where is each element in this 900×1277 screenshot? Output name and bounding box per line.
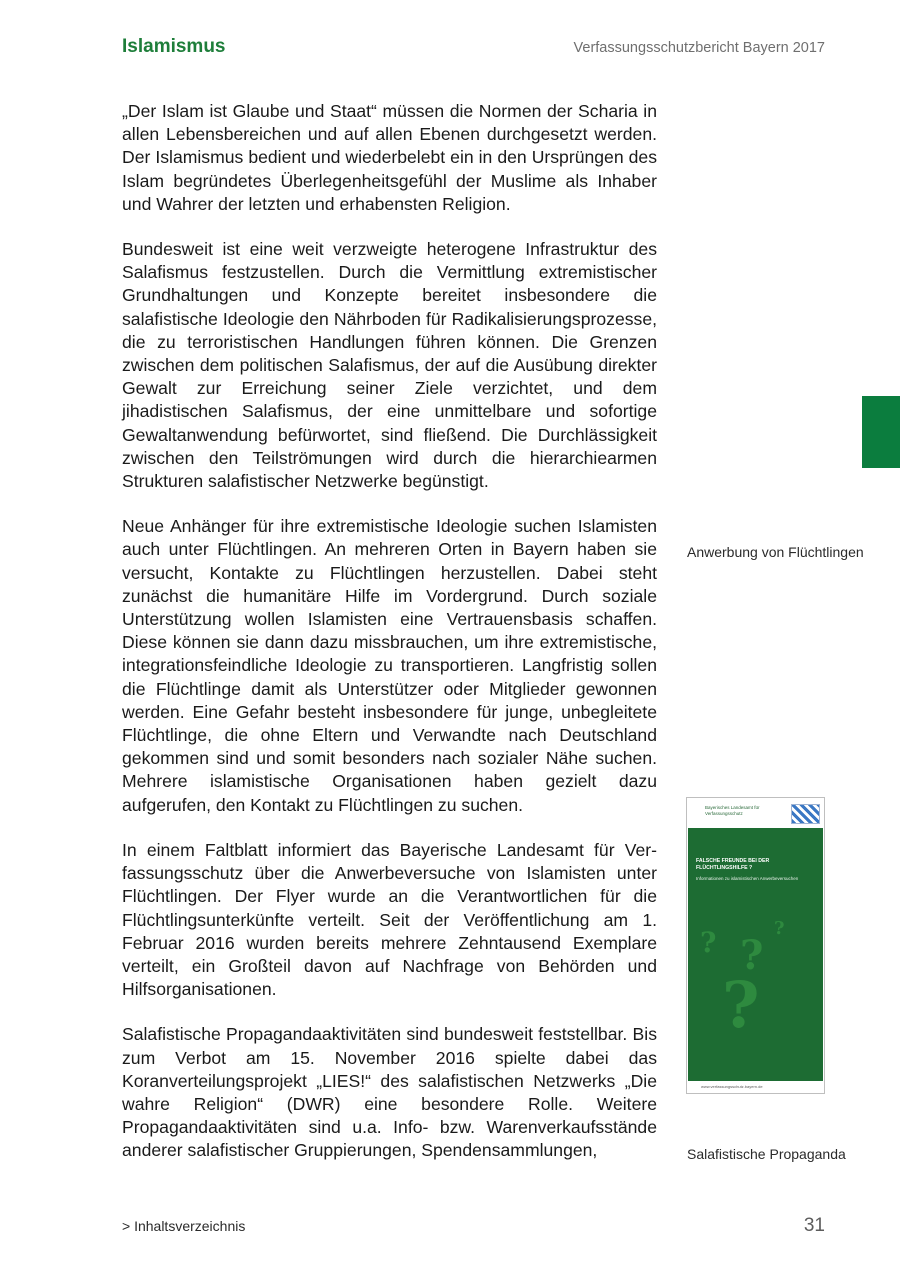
- page-number: 31: [803, 1215, 825, 1236]
- paragraph-2: Bundesweit ist eine weit verzweigte heterogene Infrastruktur des Salafismus festzustellen. Durch die Vermittlung extremistischer Grundhaltungen und Konzepte bereitet insbesondere die salafistische Ideologie den Nährboden für Radikalisierungsprozesse, die zu terroristischen Handlungen führen können. Die Grenzen zwischen dem politischen Salafismus, der auf die Ausübung direkter Gewalt zur Erreichung seiner Ziele verzichtet, und dem jihadistischen Salafismus, der eine unmittelbare und sofortige Gewaltanwendung befürwortet, sind fließend. Die Durchlässigkeit zwischen den Teilströmungen wird durch die hierarchiearmen Strukturen salafistischer Netzwerke begünstigt.: [122, 239, 657, 492]
- flyer-green-panel: [688, 828, 823, 1081]
- paragraph-3: Neue Anhänger für ihre extremistische Ideologie suchen Islamisten auch unter Flüchtlingen. An mehreren Orten in Bayern haben sie versucht, Kontakte zu Flüchtlingen herzustellen. Dabei steht zunächst die humanitäre Hilfe im Vordergrund. Durch soziale Unterstützung wollen Islamisten eine Vertrauensbasis schaffen. Diese können sie dann dazu missbrauchen, um ihre extremistische, integrationsfeindliche Ideologie zu transportieren. Langfristig sollen die Flüchtlinge damit als Unterstützer oder Mitglieder gewonnen werden. Eine Gefahr besteht insbesondere für junge, unbegleitete Flüchtlinge, die ohne Eltern und Verwandte nach Deutschland gekommen sind und somit besonders nach sozialer Nähe suchen. Mehrere islamistische Organisationen haben gezielt dazu aufgerufen, den Kontakt zu Flüchtlingen zu suchen.: [122, 516, 657, 815]
- flyer-footer-text: www.verfassungsschutz.bayern.de: [701, 1084, 763, 1089]
- chapter-tab-marker: [862, 396, 900, 468]
- flyer-image: [686, 797, 825, 1094]
- flyer-header-band: [687, 798, 824, 828]
- margin-note-propaganda: Salafistische Propaganda: [687, 1146, 846, 1162]
- section-title: Islamismus: [122, 36, 226, 57]
- flyer-sender-text: Bayerisches Landesamt für Verfassungsschutz: [705, 805, 760, 816]
- paragraph-5: Salafistische Propagandaaktivitäten sind bundesweit feststellbar. Bis zum Verbot am 15. November 2016 spielte dabei das Koranverteilungsprojekt „LIES!“ des salafistischen Netzwerks „Die wahre Religion“ (DWR) eine besondere Rolle. Weitere Propagandaaktivitäten sind u.a. Info- bzw. Warenverkaufsstände anderer salafistischer Gruppierungen, Spendensammlungen,: [122, 1024, 657, 1161]
- question-mark-icon: ?: [774, 918, 785, 939]
- coat-of-arms-icon: [791, 804, 820, 824]
- paragraph-4: In einem Faltblatt informiert das Bayerische Landesamt für Verfassungsschutz über die Anwerbeversuche von Islamisten unter Flüchtlingen. Der Flyer wurde an die Verantwortlichen für die Flüchtlingsunterkünfte verteilt. Seit der Veröffentlichung am 1. Februar 2016 wurden bereits mehrere Zehntausend Exemplare verteilt, ein Großteil davon auf Nachfrage von Behörden und Hilfsorganisationen.: [122, 839, 657, 1000]
- paragraph-1: „Der Islam ist Glaube und Staat“ müssen die Normen der Scharia in allen Lebensbereichen und auf allen Ebenen durchgesetzt werden. Der Islamismus bedient und wiederbelebt ein in den Ursprüngen des Islam begründetes Überlegenheitsgefühl der Muslime als Inhaber und Wahrer der letzten und erhabensten Religion.: [122, 101, 657, 214]
- margin-note-recruitment: Anwerbung von Flüchtlingen: [687, 544, 864, 560]
- flyer-subtitle: Informationen zu islamistischen Anwerbeversuchen: [696, 876, 799, 881]
- report-title: Verfassungsschutzbericht Bayern 2017: [573, 40, 825, 56]
- question-mark-icon: ?: [700, 926, 717, 959]
- toc-link[interactable]: > Inhaltsverzeichnis: [122, 1218, 246, 1234]
- flyer-heading: FALSCHE FREUNDE BEI DER FLÜCHTLINGSHILFE ?: [696, 858, 770, 871]
- question-mark-icon: ?: [740, 932, 764, 979]
- question-mark-icon: ?: [722, 968, 760, 1043]
- body-text: [122, 100, 657, 1185]
